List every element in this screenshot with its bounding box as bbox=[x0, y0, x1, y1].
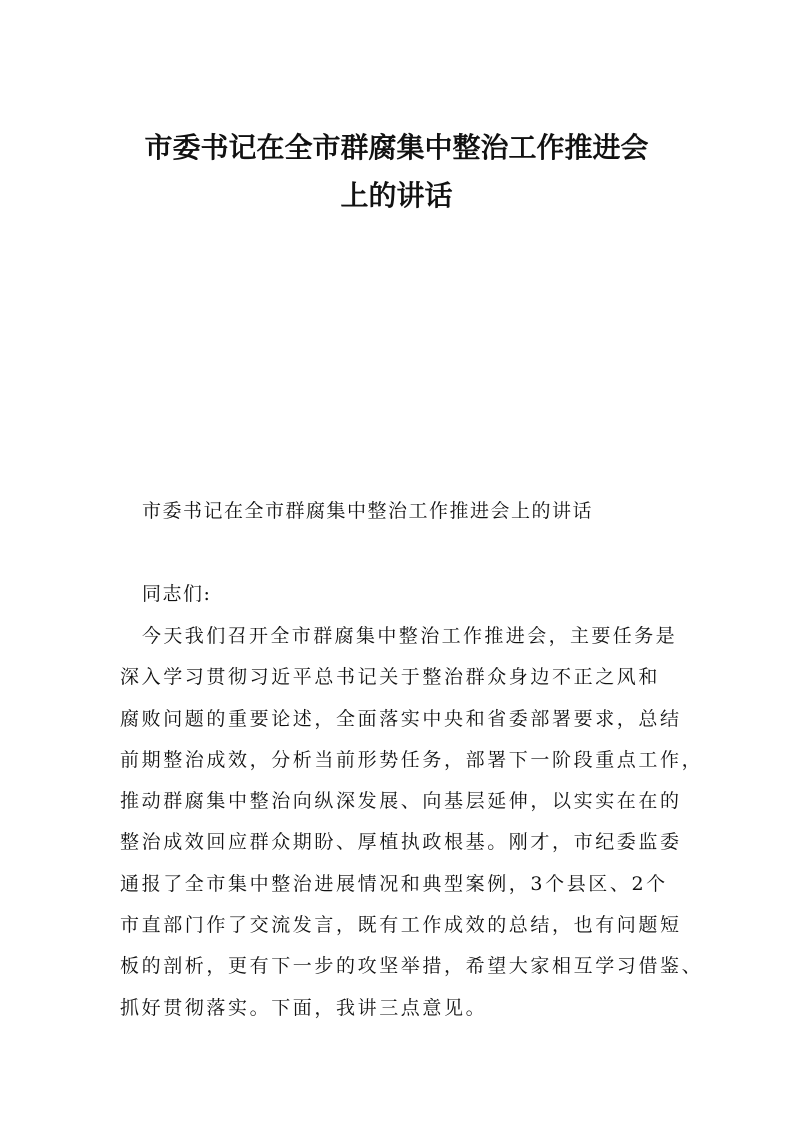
body-line: 推动群腐集中整治向纵深发展、向基层延伸，以实实在在的 bbox=[120, 790, 682, 813]
body-line: 市直部门作了交流发言，既有工作成效的总结，也有问题短 bbox=[120, 914, 682, 937]
body-line: 今天我们召开全市群腐集中整治工作推进会，主要任务是 bbox=[142, 625, 678, 647]
document-subtitle: 市委书记在全市群腐集中整治工作推进会上的讲话 bbox=[142, 500, 594, 522]
body-line: 抓好贯彻落实。下面，我讲三点意见。 bbox=[120, 996, 488, 1019]
document-title bbox=[120, 124, 673, 220]
body-line: 通报了全市集中整治进展情况和典型案例，3个县区、2个 bbox=[120, 872, 668, 895]
body-line: 腐败问题的重要论述，全面落实中央和省委部署要求，总结 bbox=[120, 707, 682, 730]
body-paragraph bbox=[120, 622, 704, 1035]
body-line: 整治成效回应群众期盼、厚植执政根基。刚才，市纪委监委 bbox=[120, 831, 682, 854]
body-line: 板的剖析，更有下一步的攻坚举措，希望大家相互学习借鉴、 bbox=[120, 955, 704, 978]
body-line: 前期整治成效，分析当前形势任务，部署下一阶段重点工作， bbox=[120, 748, 704, 771]
salutation: 同志们: bbox=[142, 583, 212, 605]
title-line-2: 上的讲话 bbox=[340, 179, 453, 212]
title-line-1: 市委书记在全市群腐集中整治工作推进会 bbox=[144, 131, 649, 164]
body-line: 深入学习贯彻习近平总书记关于整治群众身边不正之风和 bbox=[120, 666, 661, 689]
